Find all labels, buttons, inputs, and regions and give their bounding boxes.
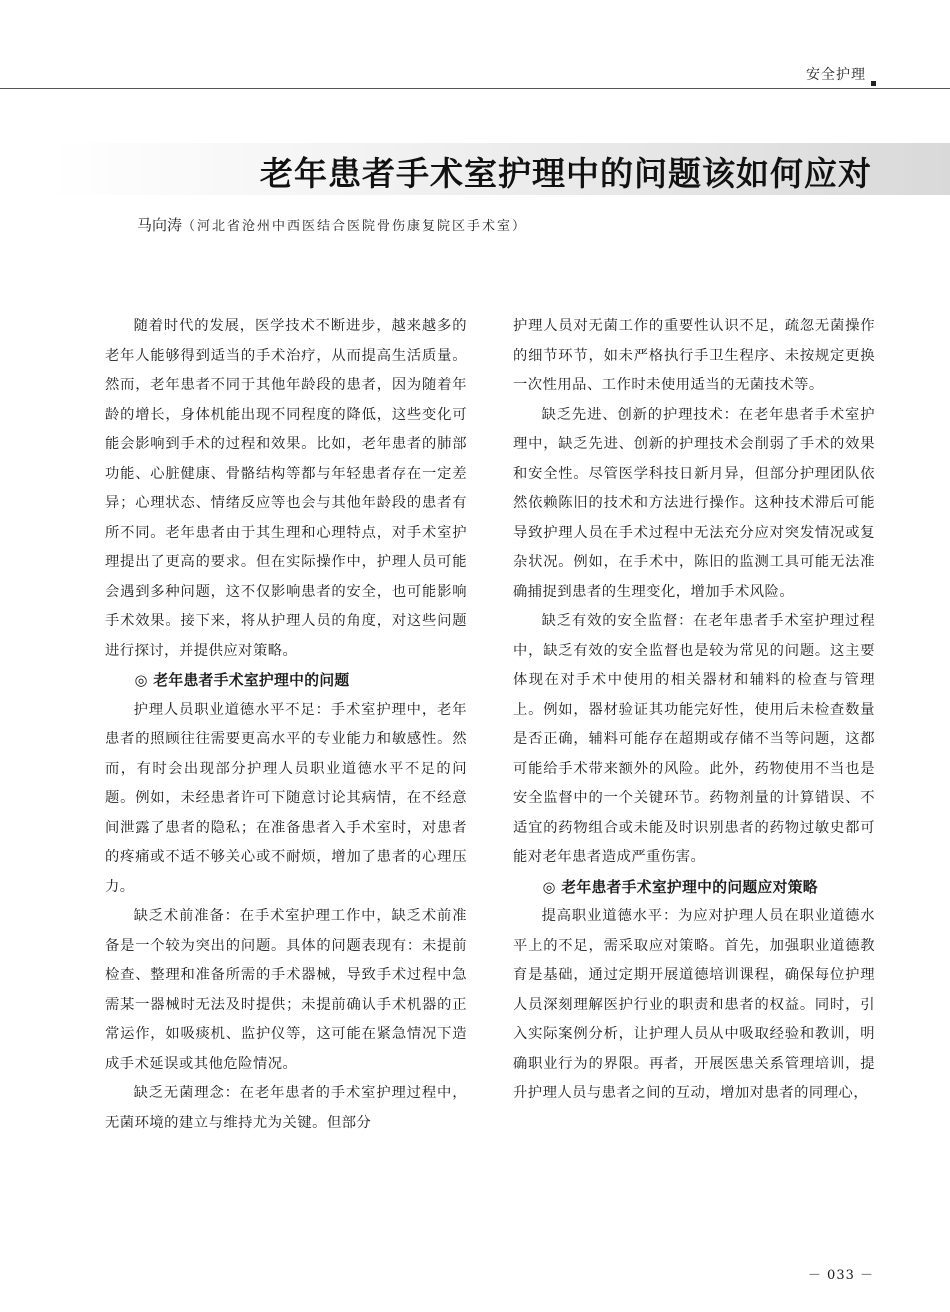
section-heading: ◎ 老年患者手术室护理中的问题	[134, 672, 350, 689]
paragraph: 缺乏先进、创新的护理技术：在老年患者手术室护理中，缺乏先进、创新的护理技术会削弱了手术的效果和安全性。尽管医学科技日新月异，但部分护理团队依然依赖陈旧的技术和方法进行操作。这种技术滞后可能导致护理人员在手术过程中无法充分应对突发情况或复杂状况。例如，在手术中，陈旧的监测工具可能无法准确捕捉到患者的生理变化，增加手术风险。	[513, 406, 875, 600]
paragraph-continued: 护理人员对无菌工作的重要性认识不足，疏忽无菌操作的细节环节，如未严格执行手卫生程序、未按规定更换一次性用品、工作时未使用适当的无菌技术等。	[513, 318, 875, 393]
article-title: 老年患者手术室护理中的问题该如何应对	[260, 154, 872, 193]
paragraph: 缺乏无菌理念：在老年患者的手术室护理过程中，无菌环境的建立与维持尤为关键。但部分	[105, 1085, 467, 1131]
section-marker	[871, 81, 876, 86]
right-column	[513, 312, 875, 1109]
byline	[137, 214, 527, 235]
header-rule	[0, 88, 950, 89]
section-heading: ◎ 老年患者手术室护理中的问题应对策略	[542, 878, 818, 896]
author-affiliation: （河北省沧州中西医结合医院骨伤康复院区手术室）	[182, 219, 528, 234]
page-number: － 033 －	[807, 1268, 874, 1283]
paragraph: 缺乏有效的安全监督：在老年患者手术室护理过程中，缺乏有效的安全监督也是较为常见的问题。这主要体现在对手术中使用的相关器材和辅料的检查与管理上。例如，器材验证其功能完好性，使用后未检查数量是否正确，辅料可能存在超期或存储不当等问题，这都可能给手术带来额外的风险。此外，药物使用不当也是安全监督中的一个关键环节。药物剂量的计算错误、不适宜的药物组合或未能及时识别患者的药物过敏史都可能对老年患者造成严重伤害。	[513, 613, 875, 865]
left-column	[105, 312, 467, 1138]
paragraph: 护理人员职业道德水平不足：手术室护理中，老年患者的照顾往往需要更高水平的专业能力和敏感性。然而，有时会出现部分护理人员职业道德水平不足的问题。例如，未经患者许可下随意讨论其病情，在不经意间泄露了患者的隐私；在准备患者入手术室时，对患者的疼痛或不适不够关心或不耐烦，增加了患者的心理压力。	[105, 701, 467, 895]
paragraph: 缺乏术前准备：在手术室护理工作中，缺乏术前准备是一个较为突出的问题。具体的问题表现有：未提前检查、整理和准备所需的手术器械，导致手术过程中急需某一器械时无法及时提供；未提前确认手术机器的正常运作，如吸痰机、监护仪等，这可能在紧急情况下造成手术延误或其他危险情况。	[105, 908, 467, 1072]
paragraph: 随着时代的发展，医学技术不断进步，越来越多的老年人能够得到适当的手术治疗，从而提高生活质量。然而，老年患者不同于其他年龄段的患者，因为随着年龄的增长，身体机能出现不同程度的降低，这些变化可能会影响到手术的过程和效果。比如，老年患者的肺部功能、心脏健康、骨骼结构等都与年轻患者存在一定差异；心理状态、情绪反应等也会与其他年龄段的患者有所不同。老年患者由于其生理和心理特点，对手术室护理提出了更高的要求。但在实际操作中，护理人员可能会遇到多种问题，这不仅影响患者的安全，也可能影响手术效果。接下来，将从护理人员的角度，对这些问题进行探讨，并提供应对策略。	[105, 318, 467, 659]
author-name: 马向涛	[137, 216, 183, 234]
paragraph: 提高职业道德水平：为应对护理人员在职业道德水平上的不足，需采取应对策略。首先，加强职业道德教育是基础，通过定期开展道德培训课程，确保每位护理人员深刻理解医护行业的职责和患者的权益。同时，引入实际案例分析，让护理人员从中吸取经验和教训，明确职业行为的界限。再者，开展医患关系管理培训，提升护理人员与患者之间的互动，增加对患者的同理心，	[513, 908, 875, 1101]
section-label: 安全护理	[806, 67, 866, 83]
